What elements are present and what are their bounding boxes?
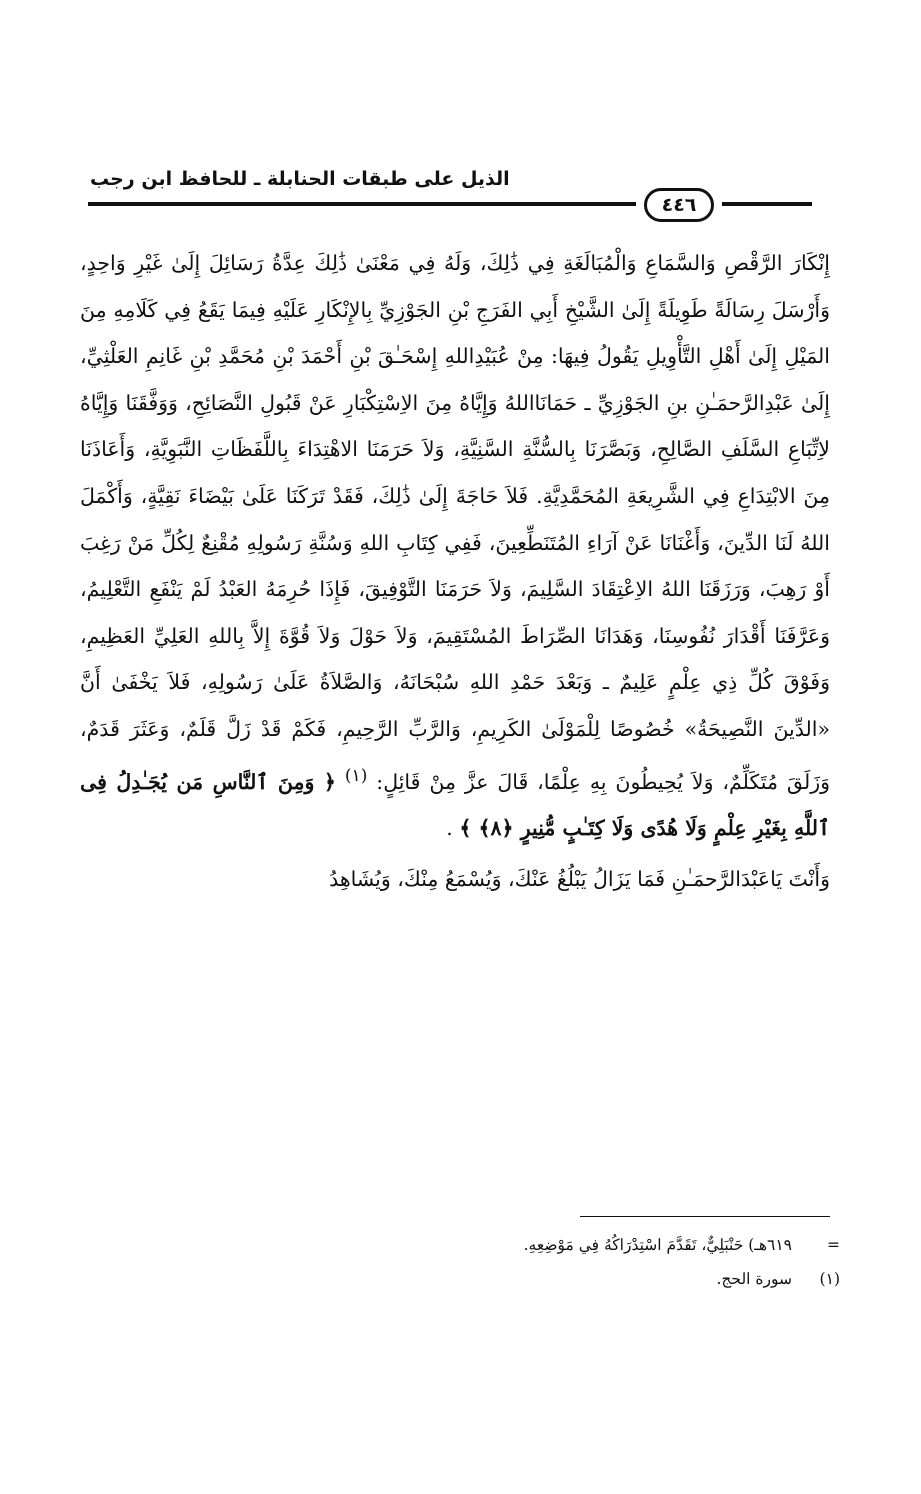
page-number-badge: ٤٤٦	[644, 188, 714, 222]
footnote-item	[300, 1262, 840, 1296]
paragraph-1	[80, 240, 830, 852]
footnote-ref: (١)	[344, 765, 368, 786]
main-text-block	[80, 240, 830, 902]
footnote-item	[300, 1228, 840, 1262]
footnote-text: ٦١٩هـ) حَنْبَلِيٌّ، تَقَدَّمَ اسْتِدْرَاكُهُ فِي مَوْضِعِهِ.	[523, 1236, 792, 1254]
paragraph-1-text: إِنْكَارَ الرَّقْصِ وَالسَّمَاعِ وَالْمُبَالَغَةِ فِي ذَٰلِكَ، وَلَهُ فِي مَعْنَىٰ ذَٰلِكَ عِدَّةُ رَسَائِلَ إِلَىٰ غَيْرِ وَاحِدٍ، وَأَرْسَلَ رِسَالَةً طَوِيلَةً إِلَىٰ الشَّيْخِ أَبِي الفَرَجِ بْنِ الجَوْزِيِّ بِالإِنْكَارِ عَلَيْهِ فِيمَا يَقَعُ فِي كَلَامِهِ مِنَ المَيْلِ إِلَىٰ أَهْلِ التَّأْوِيلِ يَقُولُ فِيهَا: مِنْ عُبَيْدِاللهِ إِسْحَـٰقَ بْنِ أَحْمَدَ بْنِ مُحَمَّدِ بْنِ غَانِمِ العَلْثِيِّ، إِلَىٰ عَبْدِالرَّحمَـٰنِ بنِ الجَوْزِيِّ ـ حَمَانَااللهُ وَإِيَّاهُ مِنَ الاِسْتِكْبَارِ عَنْ قَبُولِ النَّصَائِحِ، وَوَفَّقَنَا وَإِيَّاهُ لاِتِّبَاعِ السَّلَفِ الصَّالِحِ، وَبَصَّرَنَا بِالسُّنَّةِ السَّنِيَّةِ، وَلاَ حَرَمَنَا الاهْتِدَاءَ بِاللَّفَظَاتِ النَّبَوِيَّةِ، وَأَعَاذَنَا مِنَ الابْتِدَاعِ فِي الشَّرِيعَةِ المُحَمَّدِيَّةِ. فَلاَ حَاجَةَ إِلَىٰ ذَٰلِكَ، فَقَدْ تَرَكَنَا عَلَىٰ بَيْضَاءَ نَقِيَّةٍ، وَأَكْمَلَ اللهُ لَنَا الدِّينَ، وَأَغْنَانَا عَنْ آرَاءِ المُتَنَطِّعِينَ، فَفِي كِتَابِ اللهِ وَسُنَّةِ رَسُولِهِ مُقْنِعٌ لِكُلِّ مَنْ رَغِبَ أَوْ رَهِبَ، وَرَزَقَنَا اللهُ الاِعْتِقَادَ السَّلِيمَ، وَلاَ حَرَمَنَا التَّوْفِيقَ، فَإِذَا حُرِمَهُ العَبْدُ لَمْ يَنْفَعِ التَّعْلِيمُ، وَعَرَّفَنَا أَقْدَارَ نُفُوسِنَا، وَهَدَانَا الصِّرَاطَ المُسْتَقِيمَ، وَلاَ حَوْلَ وَلاَ قُوَّةَ إِلاَّ بِاللهِ العَلِيِّ العَظِيمِ، وَفَوْقَ كُلِّ ذِي عِلْمٍ عَلِيمٌ ـ وَبَعْدَ حَمْدِ اللهِ سُبْحَانَهُ، وَالصَّلاَةُ عَلَىٰ رَسُولِهِ، فَلاَ يَخْفَىٰ أَنَّ «الدِّينَ النَّصِيحَةُ» خُصُوصًا لِلْمَوْلَىٰ الكَرِيمِ، وَالرَّبِّ الرَّحِيمِ، فَكَمْ قَدْ زَلَّ قَلَمٌ، وَعَثَرَ قَدَمٌ، وَزَلَقَ مُتَكَلِّمٌ، وَلاَ يُحِيطُونَ بِهِ عِلْمًا، قَالَ عزَّ مِنْ قَائِلٍ:	[80, 251, 830, 794]
header-rule-left	[88, 202, 636, 206]
paragraph-1-end: .	[446, 815, 453, 840]
footnote-mark: (١)	[819, 1270, 840, 1288]
footnote-separator	[580, 1216, 830, 1217]
running-header-title: الذيل على طبقات الحنابلة ـ للحافظ ابن رجب	[90, 168, 510, 190]
header-rule-right	[722, 202, 812, 206]
footnotes	[300, 1228, 840, 1296]
quran-verse: ﴿ وَمِنَ ٱلنَّاسِ مَن يُجَـٰدِلُ فِى ٱللَّهِ بِغَيْرِ عِلْمٍ وَلَا هُدًى وَلَا كِتَـٰبٍ مُّنِيرٍ ﴿٨﴾ ﴾	[80, 769, 830, 840]
footnote-text: سورة الحج.	[716, 1270, 792, 1288]
paragraph-2: وَأَنْتَ يَاعَبْدَالرَّحمَـٰنِ فَمَا يَزَالُ يَبْلُغُ عَنْكَ، وَيُسْمَعُ مِنْكَ، وَيُشَاهِدُ	[329, 866, 830, 891]
footnote-mark: =	[827, 1236, 840, 1254]
